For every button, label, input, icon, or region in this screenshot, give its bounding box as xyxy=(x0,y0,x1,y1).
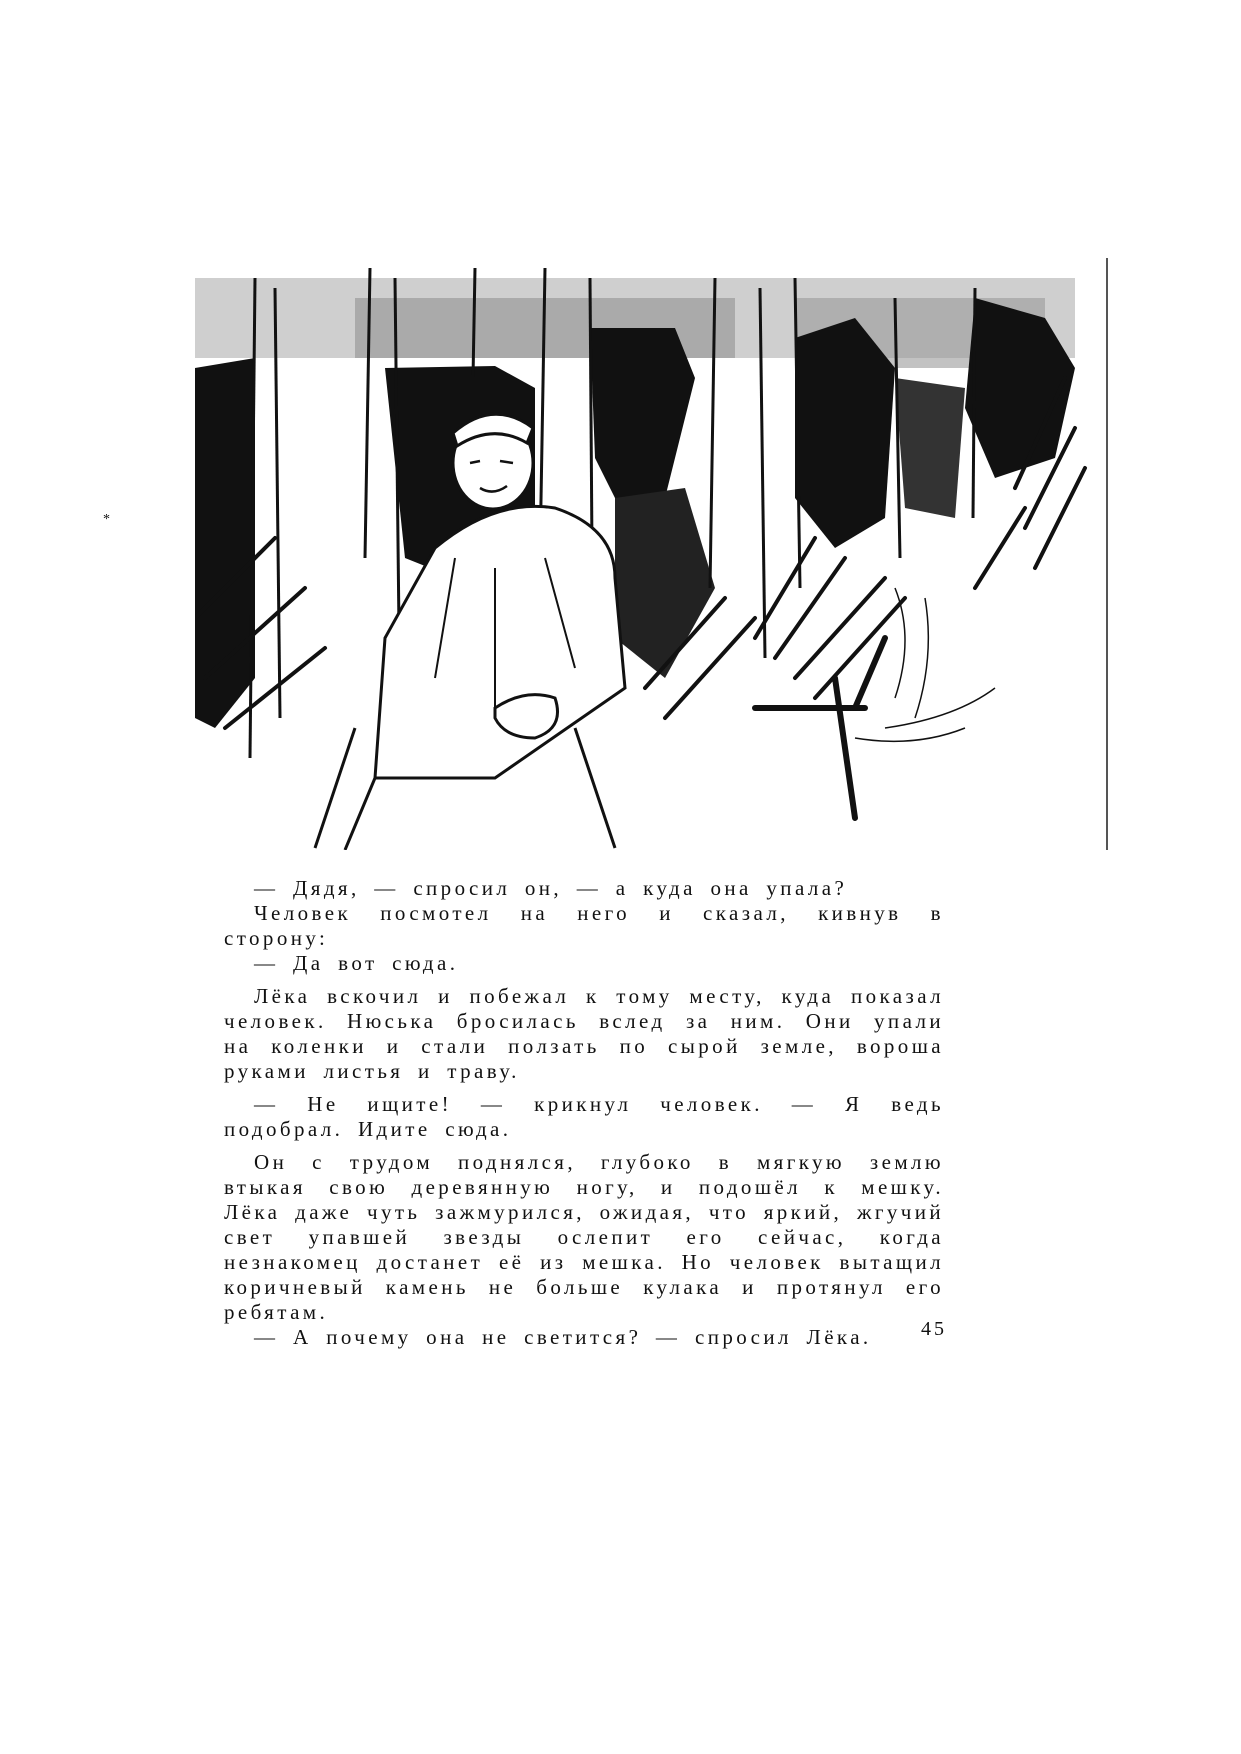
book-illustration xyxy=(195,258,1110,850)
margin-asterisk: * xyxy=(103,512,110,527)
paragraph-narration-2: Лёка вскочил и побежал к тому месту, куда показал человек. Нюська бросилась вслед за ним. Они упали на коленки и стали ползать по сырой земле, вороша руками листья и траву. xyxy=(224,984,944,1083)
ink-drawing-man-in-forest xyxy=(195,258,1110,850)
paragraph-dialogue-4: — А почему она не светится? — спросил Лёка. xyxy=(254,1325,872,1349)
paragraph-dialogue-1: — Дядя, — спросил он, — а куда она упала? xyxy=(254,876,848,900)
paragraph-dialogue-3: — Не ищите! — крикнул человек. — Я ведь подобрал. Идите сюда. xyxy=(224,1092,944,1141)
page-number: 45 xyxy=(921,1318,947,1340)
body-text xyxy=(224,876,944,1350)
paragraph-narration-1: Человек посмотел на него и сказал, кивнув в сторону: xyxy=(224,901,944,950)
paragraph-dialogue-2: — Да вот сюда. xyxy=(254,951,459,975)
paragraph-narration-3: Он с трудом поднялся, глубоко в мягкую землю втыкая свою деревянную ногу, и подошёл к мешку. Лёка даже чуть зажмурился, ожидая, что яркий, жгучий свет упавшей звезды ослепит его сейчас, когда незнакомец достанет её из мешка. Но человек вытащил коричневый камень не больше кулака и протянул его ребятам. xyxy=(224,1150,944,1324)
